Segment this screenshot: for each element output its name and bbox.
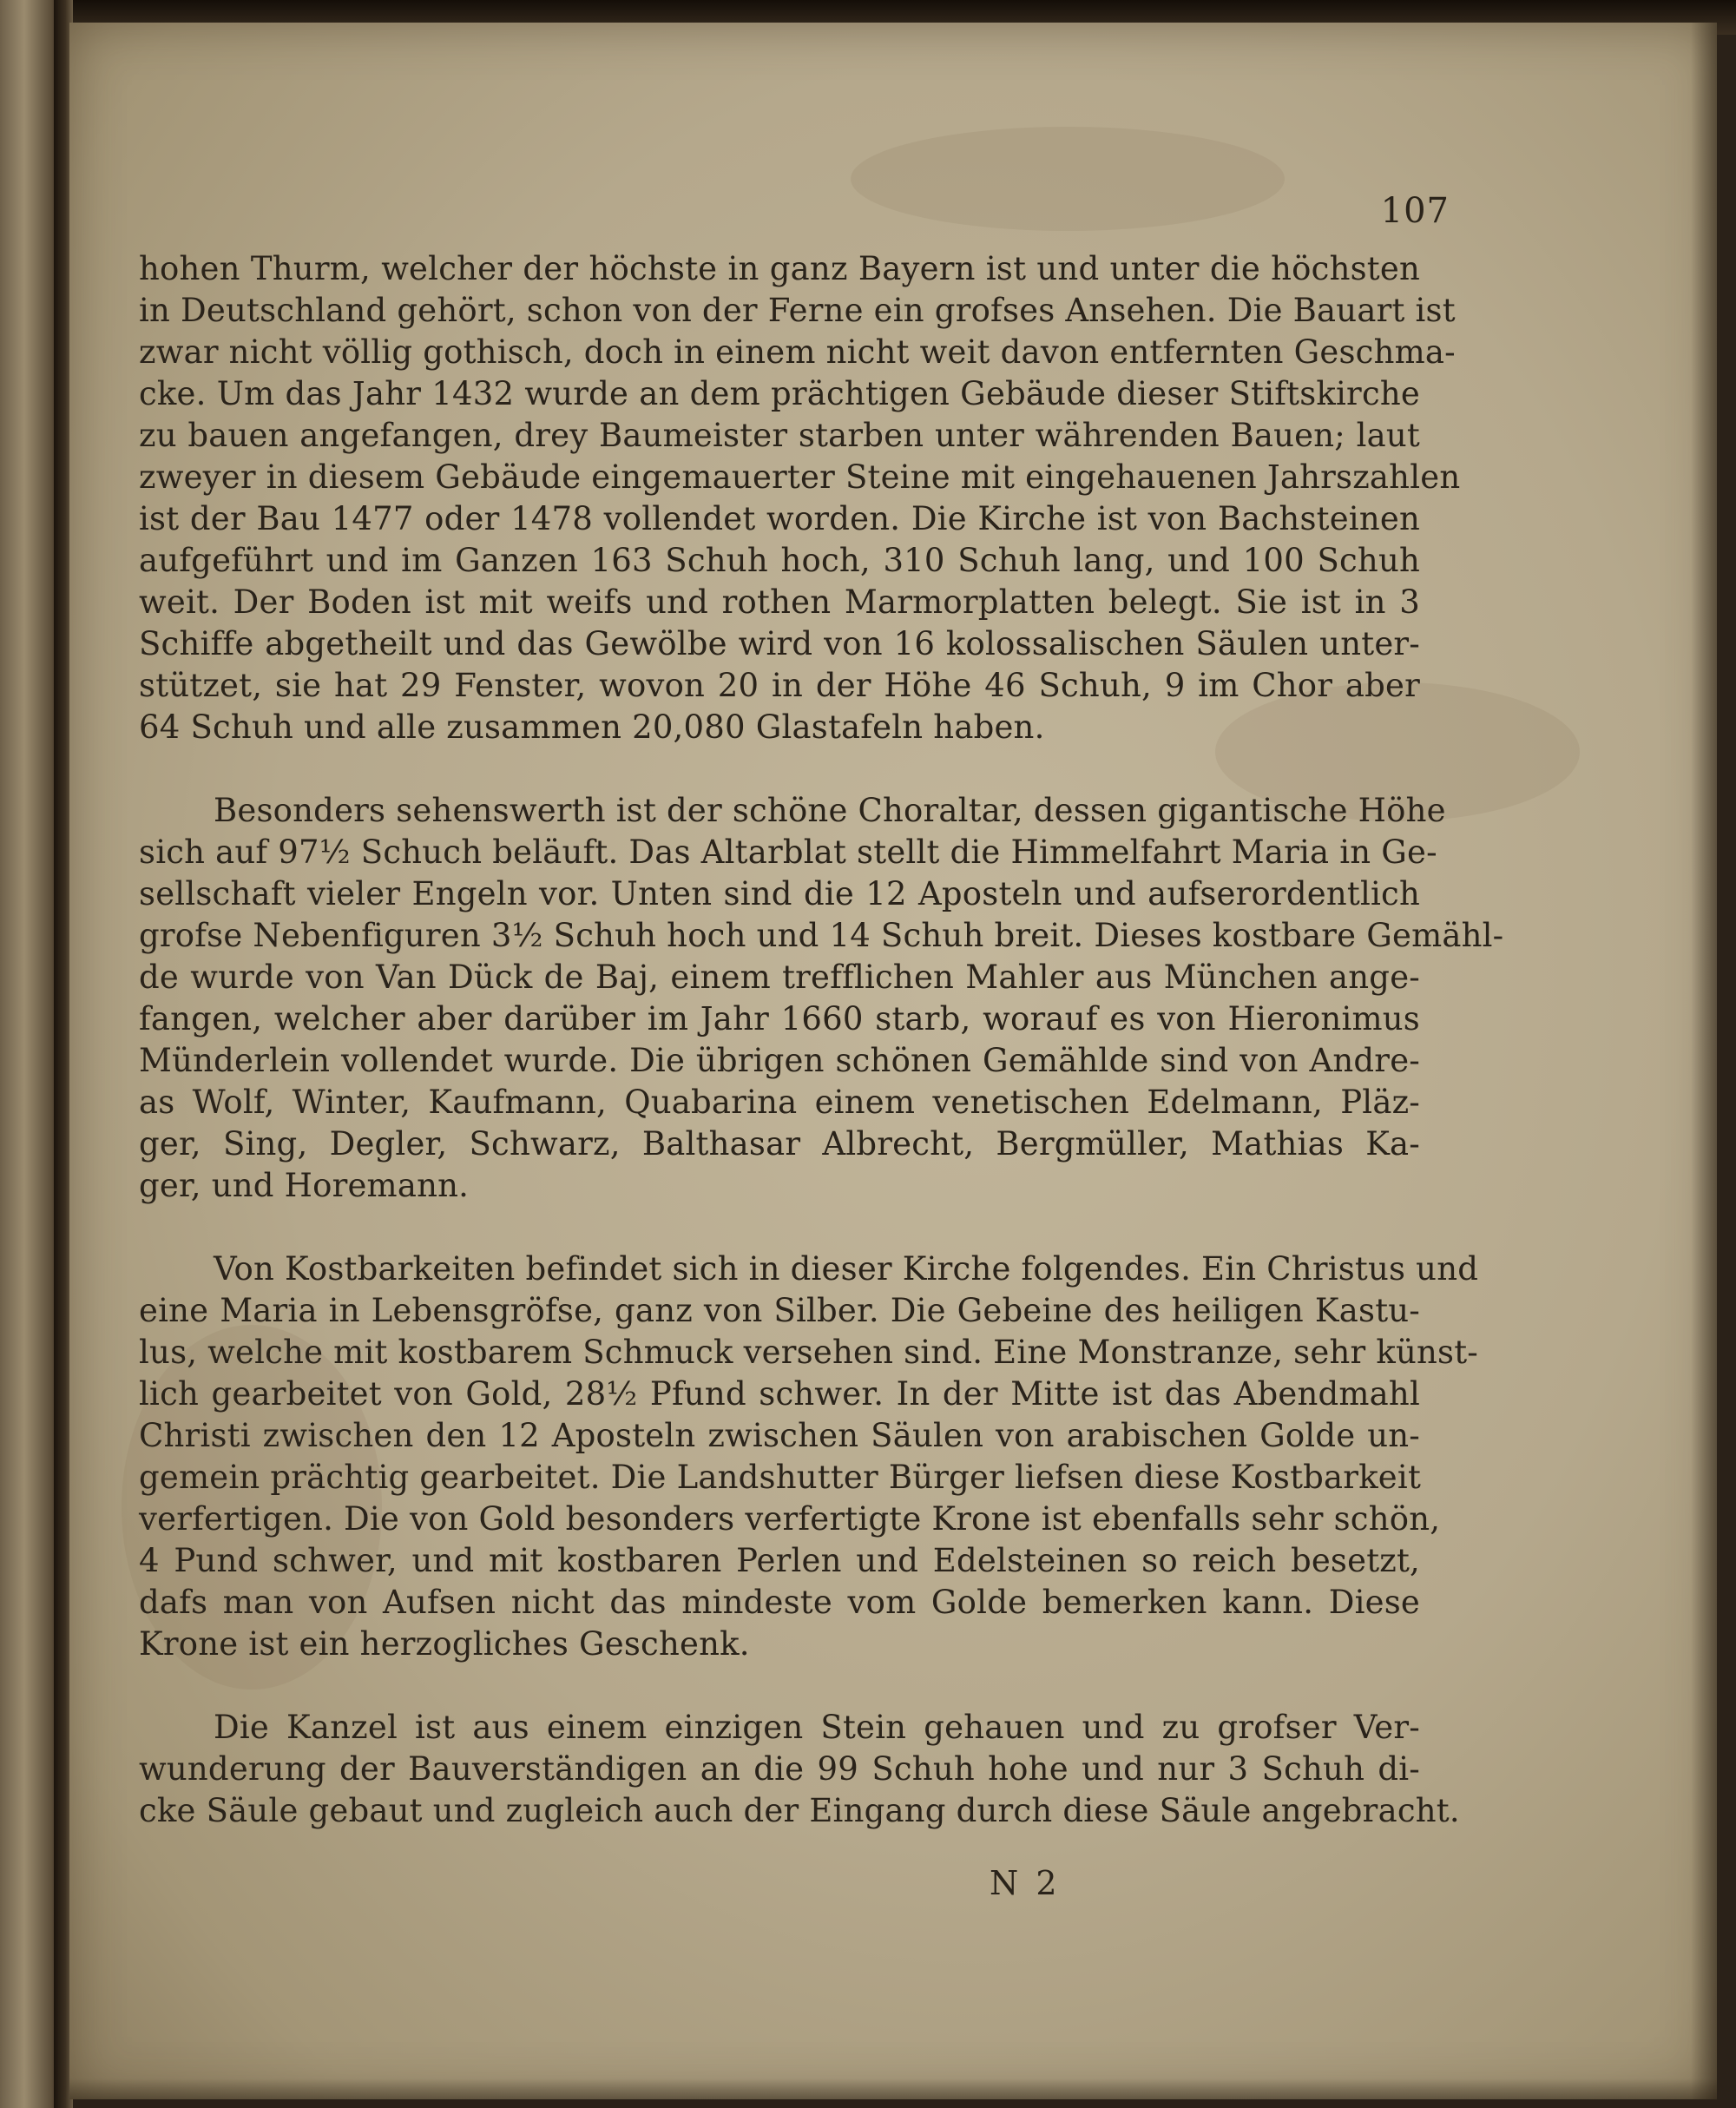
paragraph-gap <box>139 748 1420 790</box>
body-text <box>139 248 1504 1832</box>
text-line: Von Kostbarkeiten befindet sich in dieser Kirche folgendes. Ein Christus und <box>214 1250 1479 1288</box>
text-line: as Wolf, Winter, Kaufmann, Quabarina einem venetischen Edelmann, Pläz- <box>139 1084 1420 1121</box>
facing-page-edge <box>0 0 61 2108</box>
page-number: 107 <box>1380 191 1450 231</box>
text-line: Die Kanzel ist aus einem einzigen Stein gehauen und zu grofser Ver- <box>214 1709 1420 1746</box>
paragraph-1 <box>139 248 1461 748</box>
text-line: Christi zwischen den 12 Aposteln zwischen Säulen von arabischen Golde un- <box>139 1417 1420 1454</box>
text-line: cke. Um das Jahr 1432 wurde an dem prächtigen Gebäude dieser Stiftskirche <box>139 375 1420 412</box>
text-line: grofse Nebenfiguren 3½ Schuh hoch und 14 Schuh breit. Dieses kostbare Gemähl- <box>139 917 1504 954</box>
text-line: gemein prächtig gearbeitet. Die Landshutter Bürger liefsen diese Kostbarkeit <box>139 1459 1422 1496</box>
text-line: in Deutschland gehört, schon von der Ferne ein grofses Ansehen. Die Bauart ist <box>139 292 1456 329</box>
text-line: sellschaft vieler Engeln vor. Unten sind die 12 Aposteln und aufserordentlich <box>139 875 1420 912</box>
text-line: zwar nicht völlig gothisch, doch in einem nicht weit davon entfernten Geschma- <box>139 333 1456 371</box>
text-line: Schiffe abgetheilt und das Gewölbe wird von 16 kolossalischen Säulen unter- <box>139 625 1420 662</box>
text-line: zu bauen angefangen, drey Baumeister starben unter währenden Bauen; laut <box>139 417 1420 454</box>
paragraph-4 <box>139 1707 1460 1832</box>
text-line: weit. Der Boden ist mit weifs und rothen Marmorplatten belegt. Sie ist in 3 <box>139 583 1420 621</box>
text-line: ist der Bau 1477 oder 1478 vollendet worden. Die Kirche ist von Bachsteinen <box>139 500 1420 537</box>
text-line: Besonders sehenswerth ist der schöne Choraltar, dessen gigantische Höhe <box>214 792 1446 829</box>
text-line: zweyer in diesem Gebäude eingemauerter Steine mit eingehauenen Jahrszahlen <box>139 458 1461 496</box>
text-line: verfertigen. Die von Gold besonders verfertigte Krone ist ebenfalls sehr schön, <box>139 1500 1441 1538</box>
paragraph-gap <box>139 1207 1420 1248</box>
signature-mark: N 2 <box>990 1864 1061 1902</box>
text-line: ger, Sing, Degler, Schwarz, Balthasar Albrecht, Bergmüller, Mathias Ka- <box>139 1125 1420 1163</box>
text-line: dafs man von Aufsen nicht das mindeste vom Golde bemerken kann. Diese <box>139 1584 1420 1621</box>
text-line: fangen, welcher aber darüber im Jahr 1660 starb, worauf es von Hieronimus <box>139 1000 1420 1038</box>
page-edge-shadow-bottom <box>69 2078 1717 2099</box>
text-line: ger, und Horemann. <box>139 1167 470 1204</box>
text-line: 4 Pund schwer, und mit kostbaren Perlen und Edelsteinen so reich besetzt, <box>139 1542 1420 1579</box>
text-line: Münderlein vollendet wurde. Die übrigen schönen Gemählde sind von Andre- <box>139 1042 1420 1079</box>
paragraph-3 <box>139 1248 1479 1665</box>
paragraph-2 <box>139 790 1504 1207</box>
text-line: sich auf 97½ Schuch beläuft. Das Altarblat stellt die Himmelfahrt Maria in Ge- <box>139 833 1437 871</box>
paper-stain <box>851 127 1285 231</box>
text-line: 64 Schuh und alle zusammen 20,080 Glastafeln haben. <box>139 708 1045 746</box>
text-line: aufgeführt und im Ganzen 163 Schuh hoch, 310 Schuh lang, und 100 Schuh <box>139 542 1420 579</box>
page-edge-shadow-right <box>1691 23 1717 2099</box>
text-line: hohen Thurm, welcher der höchste in ganz Bayern ist und unter die höchsten <box>139 250 1420 287</box>
text-line: stützet, sie hat 29 Fenster, wovon 20 in der Höhe 46 Schuh, 9 im Chor aber <box>139 667 1420 704</box>
text-line: Krone ist ein herzogliches Geschenk. <box>139 1625 750 1663</box>
text-line: wunderung der Bauverständigen an die 99 Schuh hohe und nur 3 Schuh di- <box>139 1750 1420 1788</box>
text-line: lus, welche mit kostbarem Schmuck versehen sind. Eine Monstranze, sehr künst- <box>139 1334 1478 1371</box>
text-line: de wurde von Van Dück de Baj, einem trefflichen Mahler aus München ange- <box>139 958 1420 996</box>
text-line: lich gearbeitet von Gold, 28½ Pfund schwer. In der Mitte ist das Abendmahl <box>139 1375 1420 1413</box>
paragraph-gap <box>139 1665 1420 1707</box>
text-line: eine Maria in Lebensgröfse, ganz von Silber. Die Gebeine des heiligen Kastu- <box>139 1292 1420 1329</box>
text-line: cke Säule gebaut und zugleich auch der Eingang durch diese Säule angebracht. <box>139 1792 1460 1829</box>
